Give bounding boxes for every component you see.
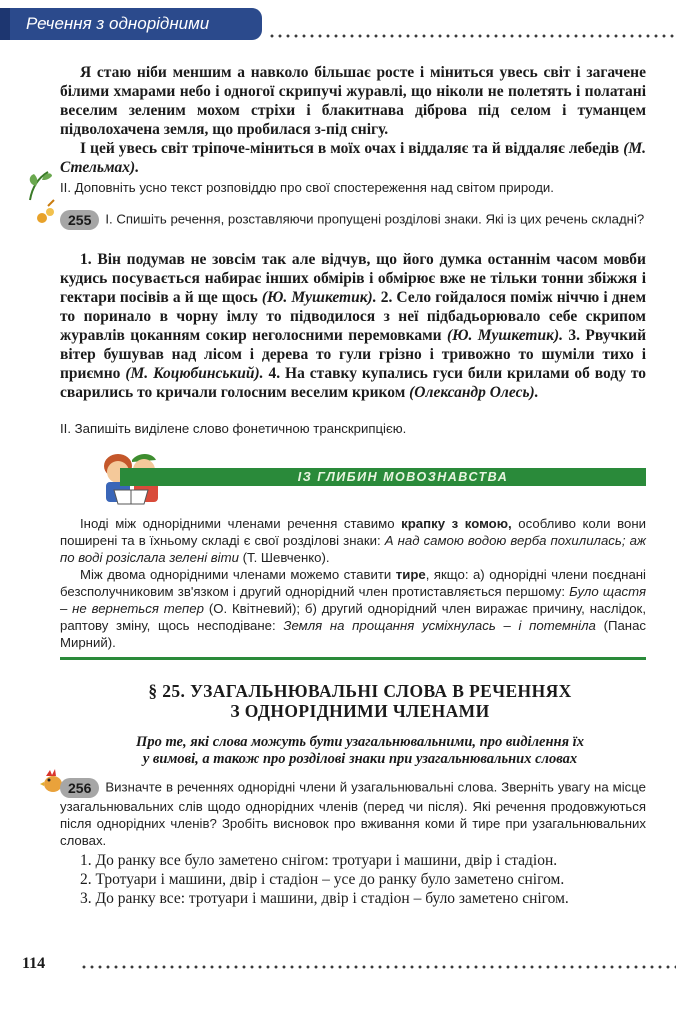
section-subtitle-line-2: у вимові, а також про розділові знаки при узагальнювальних словах: [142, 751, 578, 767]
depths-paragraph-1: [60, 515, 646, 566]
ex255-highlighted-word: посувається: [111, 270, 201, 287]
depths-source-1: (Т. Шевченко).: [242, 550, 330, 565]
chapter-header-tab: [0, 8, 262, 65]
exercise-255-instruction-text: І. Спишіть речення, розставляючи пропущені розділові знаки. Які із цих речень складні?: [105, 211, 645, 227]
excerpt-paragraph-2-text: І цей увесь світ тріпоче-міниться в моїх очах і віддаляє та й віддаляє лебедів: [80, 140, 620, 157]
depths-example-3: Земля на прощання усміхнулась – і потемніла: [283, 618, 596, 633]
exercise-255-task-2: ІІ. Запишіть виділене слово фонетичною транскрипцією.: [60, 421, 407, 436]
depths-text: [60, 515, 646, 651]
exercise-255-instruction: [60, 210, 646, 230]
ex255-source-4: (Олександр Олесь).: [409, 384, 539, 401]
chapter-title: Речення з однорідними членами: [26, 14, 210, 65]
leaf-icon: [24, 168, 54, 202]
excerpt-paragraph-2: [60, 139, 646, 177]
ex256-sentence-3: 3. До ранку все: тротуари і машини, двір і стадіон – було заметено снігом.: [80, 890, 569, 907]
exercise-255-number: 255: [60, 210, 99, 230]
section-subtitle-line-1: Про те, які слова можуть бути узагальнювальними, про виділення їх: [136, 734, 584, 750]
section-title-line-2: З ОДНОРІДНИМИ ЧЛЕНАМИ: [230, 701, 490, 721]
depths-p2-b: , якщо: а) однорідні члени поєднані безсполучниковим зв'язком і другий однорідний член протиставляється першому:: [60, 567, 646, 599]
exercise-255-text: [60, 250, 646, 402]
ex256-sentence-1: 1. До ранку все було заметено снігом: тротуари і машини, двір і стадіон.: [80, 852, 558, 869]
section-divider: [60, 657, 646, 660]
ex255-source-1: (Ю. Мушкетик).: [261, 289, 377, 306]
depths-p2-a: Між двома однорідними членами можемо ставити: [80, 567, 392, 582]
footer-dotted-rule: [80, 965, 676, 969]
literary-excerpt: [60, 63, 646, 177]
page-number: 114: [22, 955, 46, 972]
ex255-sentence-1-a: 1. Він подумав не зовсім так але відчув, що його думка останнім часом мовби кудись: [60, 251, 646, 287]
excerpt-paragraph-1: Я стаю ніби меншим а навколо більшає росте і міниться увесь світ і загачене білими хмарами небо і одногої скрипучі журавлі, що ніколи не полетять і полатані веселим зеленим мохом стріхи і блакитнава діброва під селом і туманцем підволохачена земля, що пробилася з-під снігу.: [60, 64, 646, 138]
depths-example-1: А над самою водою верба похилилась; аж по воді розіслала зелені віти: [60, 533, 646, 565]
exercise-255-sentences: [60, 250, 646, 402]
section-title-line-1: § 25. УЗАГАЛЬНЮВАЛЬНІ СЛОВА В РЕЧЕННЯХ: [148, 681, 572, 701]
header-dotted-rule: [268, 34, 678, 38]
depths-p1-b: особливо коли вони поширені та в їхньому складі є свої розділові знаки:: [60, 516, 646, 548]
depths-example-2: Було щастя – не вернеться тепер: [60, 584, 647, 616]
depths-p2-c: (О. Квітневий); б) другий однорідний член виражає причину, наслідок, раптову зміну, щось несподіване:: [60, 601, 646, 633]
section-subtitle: [70, 734, 650, 768]
exercise-256-number: 256: [60, 778, 99, 798]
depths-paragraph-2: [60, 566, 646, 651]
ex255-sentence-2: 2. Село гойдалося поміж ніччю і днем то поринало в чорну імлу то підводилося з неї підбадьорювало себе скрипом журавлів цоканням сокир неголосними перемовками: [60, 289, 646, 344]
depths-term-semicolon: крапку з комою,: [401, 516, 512, 531]
ex255-source-2: (Ю. Мушкетик).: [446, 327, 563, 344]
section-title: [80, 681, 640, 721]
depths-p1-a: Іноді між однорідними членами речення ставимо: [80, 516, 395, 531]
ex255-sentence-3: 3. Рвучкий вітер бушував над лісом і дерева то гули грізно і тривожно то шуміли тихо і приємно: [60, 327, 647, 382]
exercise-255-icon: [34, 198, 62, 226]
exercise-256-instruction-text: Визначте в реченнях однорідні члени й узагальнювальні слова. Зверніть увагу на місце узагальнювальних слів щодо однорідних членів (перед чи після). Які речення продовжуються після однорідних членів? Зробіть висновок про вживання коми й тире при узагальнювальних словах.: [60, 779, 646, 848]
excerpt-source: (М. Стельмах).: [60, 140, 647, 176]
depths-banner: [120, 468, 646, 486]
exercise-256-sentences: [60, 851, 646, 908]
ex255-sentence-1-b: набирає інших обмірів і обмірює вже не тільки тонни збіжжя і гектари посівів а й ще щось: [60, 270, 647, 306]
ex255-source-3: (М. Коцюбинський).: [125, 365, 264, 382]
header-side-stripe: [0, 8, 10, 40]
exercise-256-instruction: [60, 778, 646, 849]
ex256-sentence-2: 2. Тротуари і машини, двір і стадіон – усе до ранку було заметено снігом.: [80, 871, 565, 888]
depths-source-3: (Панас Мирний).: [60, 618, 647, 650]
ex255-sentence-4: 4. На ставку купались гуси били крилами об воду то сварились то кричали голосним веселим криком: [60, 365, 647, 401]
depths-banner-title: ІЗ ГЛИБИН МОВОЗНАВСТВА: [297, 470, 509, 484]
depths-term-dash: тире: [395, 567, 426, 582]
task-ii-continue-text: ІІ. Доповніть усно текст розповіддю про свої спостереження над світом природи.: [60, 180, 554, 195]
